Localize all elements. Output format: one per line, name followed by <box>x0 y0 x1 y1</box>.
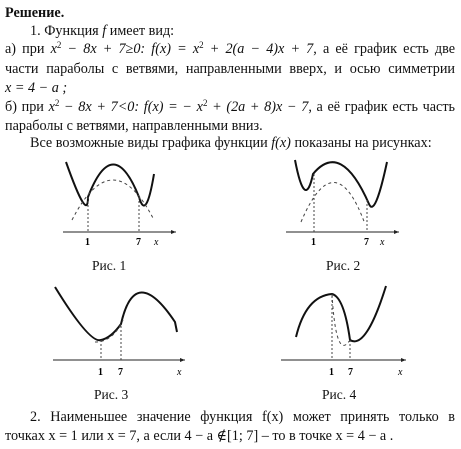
case-a-label: а) при <box>5 41 51 57</box>
figure-1-graph <box>58 152 183 252</box>
case-b-line-2: параболы с ветвями, направленными вниз. <box>5 118 263 134</box>
x-axis-arrow <box>401 358 406 362</box>
intro-text: Все возможные виды графика функции <box>30 135 272 151</box>
figure-1-caption: Рис. 1 <box>92 258 127 273</box>
figure-4-caption: Рис. 4 <box>322 387 357 402</box>
case-b-formula: f(x) = − x <box>139 99 203 115</box>
figure-4 <box>276 282 411 382</box>
tick-7: 7 <box>118 367 123 378</box>
graph-curve <box>55 287 177 340</box>
tick-7: 7 <box>364 237 369 248</box>
intro-function: f(x) <box>271 135 291 151</box>
paragraph-1 <box>30 22 455 40</box>
intro-text-end: показаны на рисунках: <box>290 135 432 151</box>
figures-intro <box>30 134 455 152</box>
x-axis-arrow <box>171 230 176 234</box>
case-a-condition-x: x <box>50 41 57 57</box>
tick-1: 1 <box>98 367 103 378</box>
axis-of-symmetry: x = 4 − a ; <box>5 80 68 96</box>
axis-label-x: x <box>380 237 385 248</box>
case-a-line-1: а) при $x^2 - 8x + 7\ge 0$: $f(x) = x^2 + 2(a - 4)x + 7$, а её график есть две <box>5 40 456 57</box>
case-b-formula-rest: + (2a + 8)x − 7 <box>207 99 309 115</box>
figure-2-graph <box>281 152 406 252</box>
tick-1: 1 <box>329 367 334 378</box>
case-b-label: б) при <box>5 99 49 115</box>
case-b-condition: − 8x + 7<0: <box>59 99 140 115</box>
p1-text-end: имеет вид: <box>106 23 175 39</box>
dashed-parabola <box>301 182 365 224</box>
p1-text: 1. Функция <box>30 23 103 39</box>
case-a-line-3 <box>5 79 455 97</box>
x-axis-arrow <box>394 230 399 234</box>
axis-label-x: x <box>154 237 159 248</box>
paragraph-2-line-2: точках x = 1 или x = 7, а если 4 − a ∉[1; 7] – то в точке x = 4 − a . <box>5 428 394 444</box>
figure-3 <box>45 282 190 382</box>
case-a-line-2: части параболы с ветвями, направленными вверх, и осью симметрии <box>5 61 455 77</box>
dashed-parabola <box>72 180 154 220</box>
tick-7: 7 <box>136 237 141 248</box>
figure-1 <box>58 152 183 252</box>
graph-curve <box>66 162 154 206</box>
tick-1: 1 <box>311 237 316 248</box>
case-a-tail: , а её график есть две <box>313 41 456 57</box>
figure-2-caption: Рис. 2 <box>326 258 361 273</box>
p1-function-symbol: f <box>102 23 107 39</box>
graph-curve <box>296 286 386 341</box>
axis-label-x: x <box>398 367 403 378</box>
tick-1: 1 <box>85 237 90 248</box>
case-a-condition: − 8x + 7≥0: <box>61 41 146 57</box>
figure-4-graph <box>276 282 411 382</box>
case-a-formula: f(x) = x <box>145 41 200 57</box>
graph-curve <box>295 160 387 207</box>
paragraph-2-line-1: 2. Наименьшее значение функция f(x) может принять только в <box>30 409 455 425</box>
case-a-formula-rest: + 2(a − 4)x + 7 <box>203 41 314 57</box>
solution-heading: Решение. <box>5 5 65 21</box>
axis-label-x: x <box>177 367 182 378</box>
dashed-parabola <box>95 320 123 342</box>
figure-2 <box>281 152 406 252</box>
x-axis-arrow <box>180 358 185 362</box>
case-b-tail: , а её график есть часть <box>308 99 456 115</box>
case-b-line-1: б) при $x^2 - 8x + 7<0$: f(x) = − $x^2 + (2a + 8)x - 7$, а её график есть часть <box>5 98 456 115</box>
case-b-condition-x: x <box>48 99 55 115</box>
figure-3-graph <box>45 282 190 382</box>
tick-7: 7 <box>348 367 353 378</box>
figure-3-caption: Рис. 3 <box>94 387 129 402</box>
